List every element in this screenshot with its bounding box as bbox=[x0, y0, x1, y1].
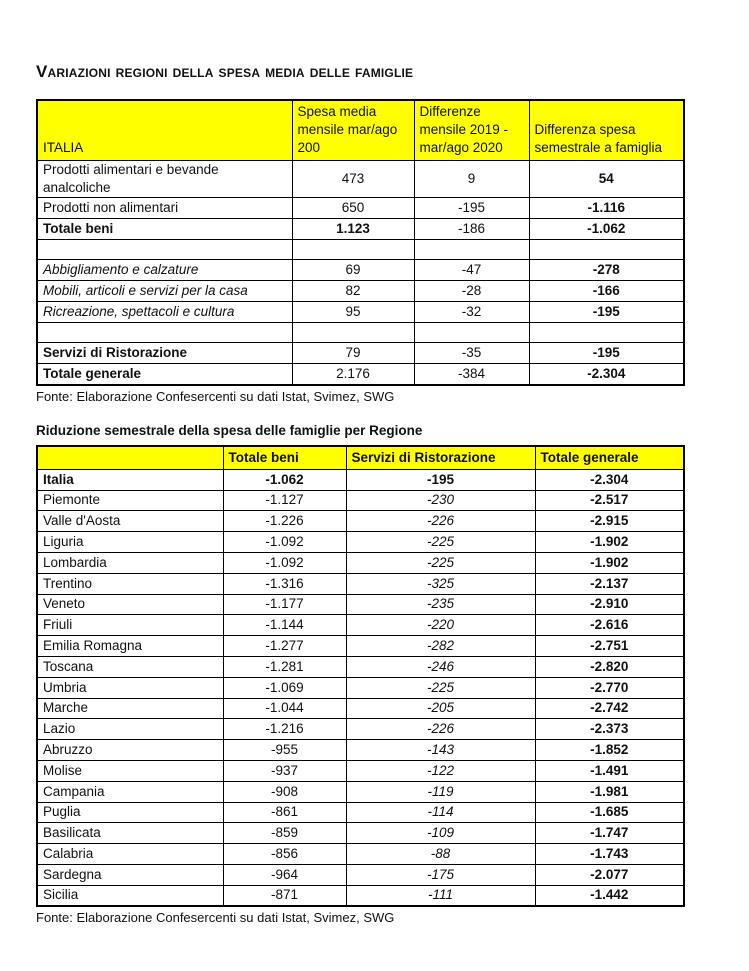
cell-value: -1.281 bbox=[223, 656, 346, 677]
cell-value bbox=[414, 323, 529, 343]
cell-value: -114 bbox=[346, 802, 535, 823]
row-label: Totale generale bbox=[37, 364, 292, 385]
table-row bbox=[37, 532, 684, 553]
summary-header-spesa-media: Spesa media mensile mar/ago 200 bbox=[292, 100, 414, 160]
cell-value: -47 bbox=[414, 260, 529, 281]
table-row bbox=[37, 719, 684, 740]
cell-value: -1.092 bbox=[223, 553, 346, 574]
cell-value: -195 bbox=[346, 469, 535, 490]
region-label: Friuli bbox=[37, 615, 223, 636]
table-row bbox=[37, 698, 684, 719]
cell-value: 2.176 bbox=[292, 364, 414, 385]
cell-value: 650 bbox=[292, 198, 414, 219]
region-label: Emilia Romagna bbox=[37, 636, 223, 657]
cell-value: -1.981 bbox=[535, 781, 684, 802]
cell-value: -205 bbox=[346, 698, 535, 719]
regional-header-blank bbox=[37, 446, 223, 470]
cell-value: -1.226 bbox=[223, 511, 346, 532]
table-row bbox=[37, 677, 684, 698]
cell-value: 473 bbox=[292, 160, 414, 197]
regional-header-servizi-ristorazione: Servizi di Ristorazione bbox=[346, 446, 535, 470]
region-label: Umbria bbox=[37, 677, 223, 698]
region-label: Sardegna bbox=[37, 864, 223, 885]
cell-value: 82 bbox=[292, 281, 414, 302]
cell-value: -246 bbox=[346, 656, 535, 677]
region-label: Abruzzo bbox=[37, 740, 223, 761]
summary-header-differenze-mensile: Differenze mensile 2019 - mar/ago 2020 bbox=[414, 100, 529, 160]
cell-value: -1.316 bbox=[223, 573, 346, 594]
cell-value: -226 bbox=[346, 719, 535, 740]
cell-value: -225 bbox=[346, 677, 535, 698]
cell-value: -1.144 bbox=[223, 615, 346, 636]
cell-value: -88 bbox=[346, 844, 535, 865]
summary-table bbox=[36, 99, 685, 386]
cell-value: -109 bbox=[346, 823, 535, 844]
cell-value: -195 bbox=[529, 343, 684, 364]
region-label: Valle d'Aosta bbox=[37, 511, 223, 532]
cell-value: -1.044 bbox=[223, 698, 346, 719]
cell-value: -1.442 bbox=[535, 885, 684, 906]
table-row bbox=[37, 198, 684, 219]
cell-value: -1.743 bbox=[535, 844, 684, 865]
cell-value: -1.062 bbox=[529, 219, 684, 240]
cell-value: -964 bbox=[223, 864, 346, 885]
cell-value: -2.517 bbox=[535, 490, 684, 511]
cell-value: -955 bbox=[223, 740, 346, 761]
row-label: Abbigliamento e calzature bbox=[37, 260, 292, 281]
table-row bbox=[37, 823, 684, 844]
cell-value: -230 bbox=[346, 490, 535, 511]
cell-value: -1.127 bbox=[223, 490, 346, 511]
cell-value: -859 bbox=[223, 823, 346, 844]
region-label: Veneto bbox=[37, 594, 223, 615]
row-label: Prodotti alimentari e bevande analcoliche bbox=[37, 160, 292, 197]
row-label: Mobili, articoli e servizi per la casa bbox=[37, 281, 292, 302]
cell-value: -856 bbox=[223, 844, 346, 865]
region-label: Calabria bbox=[37, 844, 223, 865]
table-row bbox=[37, 573, 684, 594]
table-row bbox=[37, 636, 684, 657]
spacer-row bbox=[37, 323, 684, 343]
table-row bbox=[37, 490, 684, 511]
region-label: Marche bbox=[37, 698, 223, 719]
cell-value: 1.123 bbox=[292, 219, 414, 240]
row-label: Servizi di Ristorazione bbox=[37, 343, 292, 364]
cell-value: -908 bbox=[223, 781, 346, 802]
region-label: Basilicata bbox=[37, 823, 223, 844]
cell-value: -111 bbox=[346, 885, 535, 906]
table-row bbox=[37, 656, 684, 677]
cell-value: -1.062 bbox=[223, 469, 346, 490]
cell-value: -1.747 bbox=[535, 823, 684, 844]
table-row bbox=[37, 469, 684, 490]
table-row bbox=[37, 343, 684, 364]
region-label: Campania bbox=[37, 781, 223, 802]
cell-value: -2.373 bbox=[535, 719, 684, 740]
table-row bbox=[37, 594, 684, 615]
summary-table-header-row bbox=[37, 100, 684, 160]
row-label bbox=[37, 240, 292, 260]
cell-value: -2.304 bbox=[529, 364, 684, 385]
cell-value bbox=[292, 240, 414, 260]
cell-value: -1.902 bbox=[535, 553, 684, 574]
cell-value: 9 bbox=[414, 160, 529, 197]
regional-header-totale-generale: Totale generale bbox=[535, 446, 684, 470]
region-label: Piemonte bbox=[37, 490, 223, 511]
cell-value: -2.751 bbox=[535, 636, 684, 657]
table-row bbox=[37, 511, 684, 532]
table-row bbox=[37, 864, 684, 885]
cell-value: -225 bbox=[346, 553, 535, 574]
table-row bbox=[37, 364, 684, 385]
cell-value: -225 bbox=[346, 532, 535, 553]
cell-value: -35 bbox=[414, 343, 529, 364]
regional-table-header-row bbox=[37, 446, 684, 470]
region-label: Toscana bbox=[37, 656, 223, 677]
region-label: Lombardia bbox=[37, 553, 223, 574]
cell-value: -235 bbox=[346, 594, 535, 615]
cell-value bbox=[414, 240, 529, 260]
cell-value: -122 bbox=[346, 760, 535, 781]
cell-value: -1.069 bbox=[223, 677, 346, 698]
cell-value: -2.770 bbox=[535, 677, 684, 698]
cell-value: -2.820 bbox=[535, 656, 684, 677]
cell-value bbox=[292, 323, 414, 343]
table-row bbox=[37, 219, 684, 240]
cell-value: -1.116 bbox=[529, 198, 684, 219]
region-label: Italia bbox=[37, 469, 223, 490]
table-row bbox=[37, 553, 684, 574]
summary-header-italia: ITALIA bbox=[37, 100, 292, 160]
cell-value: -282 bbox=[346, 636, 535, 657]
region-label: Liguria bbox=[37, 532, 223, 553]
regional-header-totale-beni: Totale beni bbox=[223, 446, 346, 470]
table-row bbox=[37, 760, 684, 781]
summary-header-differenza-semestrale: Differenza spesa semestrale a famiglia bbox=[529, 100, 684, 160]
cell-value: -166 bbox=[529, 281, 684, 302]
table-row bbox=[37, 281, 684, 302]
table-row bbox=[37, 160, 684, 197]
cell-value: 69 bbox=[292, 260, 414, 281]
table-row bbox=[37, 615, 684, 636]
cell-value: -2.304 bbox=[535, 469, 684, 490]
cell-value: -2.137 bbox=[535, 573, 684, 594]
row-label: Ricreazione, spettacoli e cultura bbox=[37, 302, 292, 323]
region-label: Sicilia bbox=[37, 885, 223, 906]
cell-value: 95 bbox=[292, 302, 414, 323]
cell-value: -278 bbox=[529, 260, 684, 281]
cell-value: -2.077 bbox=[535, 864, 684, 885]
spacer-row bbox=[37, 240, 684, 260]
cell-value: -28 bbox=[414, 281, 529, 302]
cell-value: 54 bbox=[529, 160, 684, 197]
cell-value: -937 bbox=[223, 760, 346, 781]
cell-value: -119 bbox=[346, 781, 535, 802]
cell-value: -143 bbox=[346, 740, 535, 761]
cell-value: -195 bbox=[529, 302, 684, 323]
table-row bbox=[37, 260, 684, 281]
row-label bbox=[37, 323, 292, 343]
cell-value: -1.685 bbox=[535, 802, 684, 823]
cell-value: -32 bbox=[414, 302, 529, 323]
cell-value: -861 bbox=[223, 802, 346, 823]
cell-value: -1.852 bbox=[535, 740, 684, 761]
cell-value: -384 bbox=[414, 364, 529, 385]
table-row bbox=[37, 740, 684, 761]
cell-value: -2.915 bbox=[535, 511, 684, 532]
cell-value: 79 bbox=[292, 343, 414, 364]
cell-value: -1.277 bbox=[223, 636, 346, 657]
cell-value: -325 bbox=[346, 573, 535, 594]
cell-value: -195 bbox=[414, 198, 529, 219]
table-row bbox=[37, 781, 684, 802]
region-label: Molise bbox=[37, 760, 223, 781]
row-label: Prodotti non alimentari bbox=[37, 198, 292, 219]
cell-value: -871 bbox=[223, 885, 346, 906]
cell-value bbox=[529, 323, 684, 343]
cell-value: -1.902 bbox=[535, 532, 684, 553]
table-row bbox=[37, 802, 684, 823]
region-label: Trentino bbox=[37, 573, 223, 594]
cell-value bbox=[529, 240, 684, 260]
row-label: Totale beni bbox=[37, 219, 292, 240]
cell-value: -2.910 bbox=[535, 594, 684, 615]
regional-table-heading: Riduzione semestrale della spesa delle famiglie per Regione bbox=[36, 422, 423, 438]
cell-value: -186 bbox=[414, 219, 529, 240]
table-row bbox=[37, 844, 684, 865]
cell-value: -2.616 bbox=[535, 615, 684, 636]
cell-value: -1.092 bbox=[223, 532, 346, 553]
region-label: Lazio bbox=[37, 719, 223, 740]
cell-value: -1.491 bbox=[535, 760, 684, 781]
cell-value: -220 bbox=[346, 615, 535, 636]
cell-value: -226 bbox=[346, 511, 535, 532]
cell-value: -175 bbox=[346, 864, 535, 885]
region-label: Puglia bbox=[37, 802, 223, 823]
cell-value: -1.177 bbox=[223, 594, 346, 615]
cell-value: -1.216 bbox=[223, 719, 346, 740]
page-title: Variazioni regioni della spesa media delle famiglie bbox=[36, 62, 414, 81]
table-row bbox=[37, 885, 684, 906]
source-note: Fonte: Elaborazione Confesercenti su dati Istat, Svimez, SWG bbox=[36, 910, 395, 926]
source-note: Fonte: Elaborazione Confesercenti su dati Istat, Svimez, SWG bbox=[36, 388, 395, 404]
table-row bbox=[37, 302, 684, 323]
cell-value: -2.742 bbox=[535, 698, 684, 719]
regional-table bbox=[36, 445, 685, 907]
